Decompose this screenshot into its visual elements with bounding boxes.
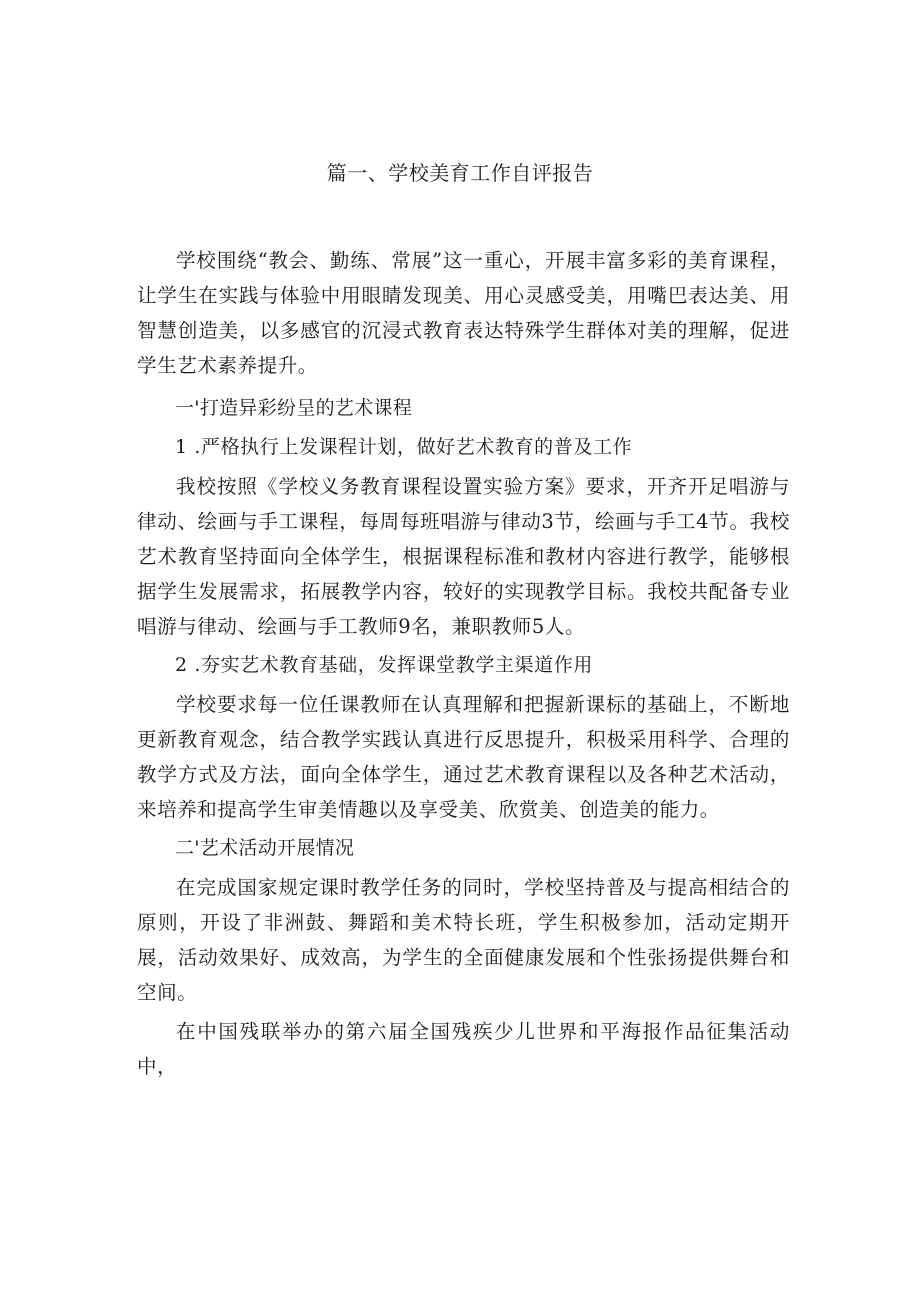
section-1-item-2-text: 学校要求每一位任课教师在认真理解和把握新课标的基础上，不断地更新教育观念，结合教学实践认真进行反思提升，积极采用科学、合理的教学方式及方法，面向全体学生，通过艺术教育课程以及各种艺术活动，来培养和提高学生审美情趣以及享受美、欣赏美、创造美的能力。 [137,693,790,821]
document-body [137,243,790,1084]
intro-paragraph: 学校围绕“教会、勤练、常展”这一重心，开展丰富多彩的美育课程，让学生在实践与体验中用眼睛发现美、用心灵感受美，用嘴巴表达美、用智慧创造美，以多感官的沉浸式教育表达特殊学生群体对美的理解，促进学生艺术素养提升。 [137,249,790,377]
section-1-heading: 一'打造异彩纷呈的艺术课程 [175,397,413,419]
section-2-paragraph-2: 在中国残联举办的第六届全国残疾少儿世界和平海报作品征集活动中， [137,1020,790,1078]
document-title: 篇一、学校美育工作自评报告 [326,161,594,185]
section-1-item-1-text: 我校按照《学校义务教育课程设置实验方案》要求，开齐开足唱游与律动、绘画与手工课程，每周每班唱游与律动3节，绘画与手工4节。我校艺术教育坚持面向全体学生，根据课程标准和教材内容进行教学，能够根据学生发展需求，拓展教学内容，较好的实现教学目标。我校共配备专业唱游与律动、绘画与手工教师9名，兼职教师5人。 [137,475,790,638]
section-1-item-2-heading: 2 .夯实艺术教育基础，发挥课堂教学主渠道作用 [175,654,593,676]
section-1-item-1-heading: 1 .严格执行上发课程计划，做好艺术教育的普及工作 [175,436,633,458]
section-2-heading: 二'艺术活动开展情况 [175,837,355,859]
section-2-paragraph-1: 在完成国家规定课时教学任务的同时，学校坚持普及与提高相结合的原则，开设了非洲鼓、舞蹈和美术特长班，学生积极参加，活动定期开展，活动效果好、成效高，为学生的全面健康发展和个性张扬提供舞台和空间。 [137,876,790,1004]
